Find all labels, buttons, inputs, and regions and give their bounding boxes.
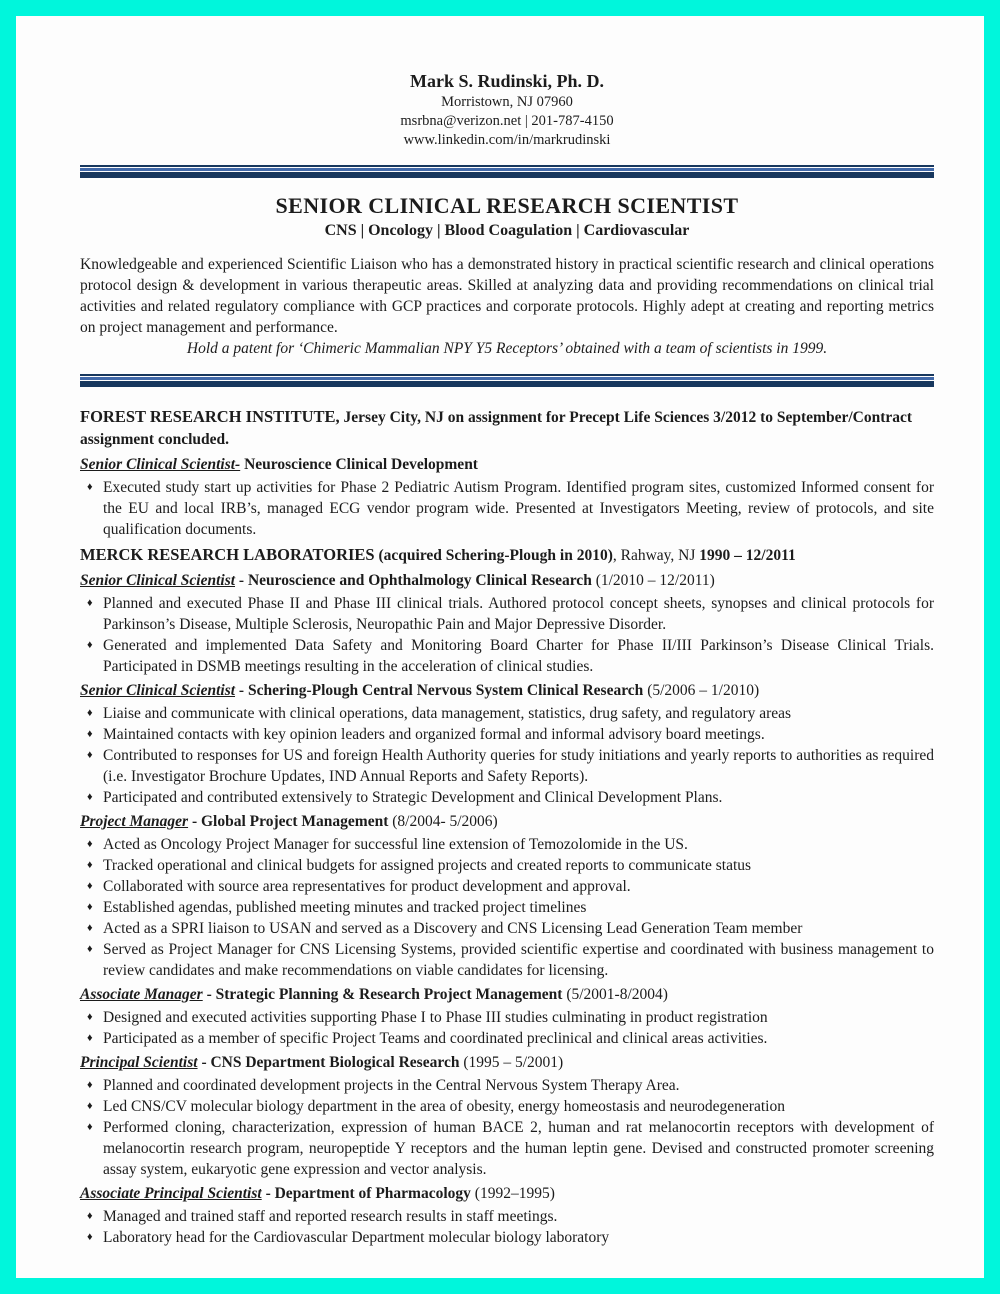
bullet-item-text: Liaise and communicate with clinical operations, data management, statistics, drug safety, and regulatory areas [103,705,792,722]
role-dates: (1/2010 – 12/2011) [595,572,715,589]
merck-role-3-bullet-list [80,834,934,981]
professional-summary: Knowledgeable and experienced Scientific Liaison who has a demonstrated history in practical scientific research and clinical operations protocol design & development in various therapeutic areas. Skilled at analyzing data and providing recommendations on clinical trial activities and related regulatory compliance with GCP practices and corporate protocols. Highly adept at creating and reporting metrics on project management and performance. [80,256,934,336]
bullet-item-text: Maintained contacts with key opinion leaders and organized formal and informal advisory board meetings. [103,726,765,743]
company-details: Jersey City, NJ on assignment for Precept Life Sciences 3/2012 to September/Contract assignment concluded. [80,409,913,448]
bullet-diamond-icon: ♦ [87,1231,93,1243]
bullet-diamond-icon: ♦ [87,707,93,719]
bullet-diamond-icon: ♦ [87,1210,93,1222]
bullet-item-text: Participated as a member of specific Project Teams and coordinated preclinical and clinical areas activities. [103,1030,768,1047]
contact-header [80,70,934,150]
bullet-diamond-icon: ♦ [87,1011,93,1023]
forest-bullet-list [80,477,934,540]
rule-stripe [80,172,934,178]
role-title: Senior Clinical Scientist [80,572,236,589]
role-dates: (8/2004- 5/2006) [392,813,498,830]
merck-role-heading-2 [80,680,934,702]
bullet-item [80,1206,934,1227]
bullet-item-text: Planned and coordinated development projects in the Central Nervous System Therapy Area. [103,1077,680,1094]
bullet-item-text: Performed cloning, characterization, expression of human BACE 2, human and rat melanocortin receptors with development of melanocortin research program, neuropeptide Y receptors and the human leptin gene. Devised and constructed promoter screening assay system, eukaryotic gene expression and vector analysis. [103,1119,934,1178]
resume-title: SENIOR CLINICAL RESEARCH SCIENTIST [275,193,739,218]
role-title: Principal Scientist [80,1054,198,1071]
bullet-item [80,855,934,876]
merck-role-heading-5 [80,1052,934,1074]
profile-section [80,193,934,359]
candidate-linkedin-url: www.linkedin.com/in/markrudinski [403,132,611,148]
role-title: Project Manager [80,813,189,830]
candidate-name: Mark S. Rudinski, Ph. D. [409,71,605,91]
experience-section [80,406,934,1248]
role-dates: (5/2001-8/2004) [566,986,668,1003]
role-department: Neuroscience Clinical Development [240,456,478,473]
company-name: FOREST RESEARCH INSTITUTE, [80,407,340,426]
bullet-item [80,593,934,635]
bullet-diamond-icon: ♦ [87,1121,93,1133]
bullet-diamond-icon: ♦ [87,838,93,850]
merck-role-5-bullet-list [80,1075,934,1180]
role-dates: (5/2006 – 1/2010) [647,682,760,699]
bullet-diamond-icon: ♦ [87,901,93,913]
role-title: Associate Manager [80,986,203,1003]
bullet-item [80,724,934,745]
bullet-item-text: Collaborated with source area representatives for product development and approval. [103,878,631,895]
bullet-item [80,745,934,787]
bullet-diamond-icon: ♦ [87,922,93,934]
role-department: - CNS Department Biological Research [197,1054,464,1071]
bullet-item-text: Designed and executed activities supporting Phase I to Phase III studies culminating in product registration [103,1009,768,1026]
role-dates: (1995 – 5/2001) [463,1054,564,1071]
divider-rule-top [80,165,934,178]
role-title: Senior Clinical Scientist [80,682,236,699]
bullet-item [80,1117,934,1180]
merck-role-heading-6 [80,1183,934,1205]
bullet-item-text: Participated and contributed extensively to Strategic Development and Clinical Development Plans. [103,789,723,806]
role-title: Senior Clinical Scientist- [80,456,241,473]
bullet-item [80,897,934,918]
bullet-diamond-icon: ♦ [87,597,93,609]
bullet-item [80,1007,934,1028]
merck-role-2-bullet-list [80,703,934,808]
merck-role-1-bullet-list [80,593,934,677]
bullet-item [80,876,934,897]
bullet-item-text: Established agendas, published meeting minutes and tracked project timelines [103,899,587,916]
bullet-item [80,477,934,540]
merck-role-heading-3 [80,811,934,833]
merck-role-4-bullet-list [80,1007,934,1049]
role-department: - Strategic Planning & Research Project Management [202,986,567,1003]
bullet-item-text: Served as Project Manager for CNS Licensing Systems, provided scientific expertise and coordinated with business management to review candidates and make recommendations on viable candidates for licensing. [103,941,934,979]
bullet-diamond-icon: ♦ [87,1079,93,1091]
forest-role-heading [80,454,934,476]
bullet-diamond-icon: ♦ [87,1100,93,1112]
bullet-item-text: Contributed to responses for US and foreign Health Authority queries for study initiations and yearly reports to authorities as required (i.e. Investigator Brochure Updates, IND Annual Reports and Safety Reports). [103,747,934,785]
role-department: - Global Project Management [188,813,393,830]
bullet-item [80,703,934,724]
bullet-diamond-icon: ♦ [87,639,93,651]
bullet-diamond-icon: ♦ [87,791,93,803]
bullet-item [80,918,934,939]
merck-company-heading [80,544,934,567]
merck-role-heading-4 [80,984,934,1006]
bullet-diamond-icon: ♦ [87,943,93,955]
bullet-diamond-icon: ♦ [87,1032,93,1044]
bullet-diamond-icon: ♦ [87,481,93,493]
company-dates: 1990 – 12/2011 [699,547,796,564]
company-location: , Rahway, NJ [612,547,700,564]
bullet-item-text: Planned and executed Phase II and Phase III clinical trials. Authored protocol concept sheets, synopses and clinical protocols for Parkinson’s Disease, Multiple Sclerosis, Neuropathic Pain and Major Depressive Disorder. [103,595,934,633]
candidate-email-phone: msrbna@verizon.net | 201-787-4150 [400,113,614,129]
bullet-diamond-icon: ♦ [87,728,93,740]
company-name: MERCK RESEARCH LABORATORIES [80,545,375,564]
forest-company-heading [80,406,934,451]
bullet-item [80,1028,934,1049]
bullet-diamond-icon: ♦ [87,859,93,871]
bullet-item-text: Acted as a SPRI liaison to USAN and served as a Discovery and CNS Licensing Lead Generation Team member [103,920,803,937]
bullet-item [80,635,934,677]
role-department: - Neuroscience and Ophthalmology Clinical Research [235,572,596,589]
bullet-item-text: Acted as Oncology Project Manager for successful line extension of Temozolomide in the US. [103,836,688,853]
specialty-line: CNS | Oncology | Blood Coagulation | Cardiovascular [324,222,690,239]
bullet-item [80,939,934,981]
bullet-item [80,787,934,808]
role-department: - Schering-Plough Central Nervous System Clinical Research [235,682,648,699]
bullet-item-text: Led CNS/CV molecular biology department in the area of obesity, energy homeostasis and neurodegeneration [103,1098,785,1115]
merck-role-heading-1 [80,570,934,592]
patent-note: Hold a patent for ‘Chimeric Mammalian NPY Y5 Receptors’ obtained with a team of scientists in 1999. [186,340,828,357]
bullet-item [80,1096,934,1117]
bullet-item-text: Generated and implemented Data Safety and Monitoring Board Charter for Phase II/III Parkinson’s Disease Clinical Trials. Participated in DSMB meetings resulting in the acceleration of clinical studies. [103,637,934,675]
bullet-diamond-icon: ♦ [87,880,93,892]
role-dates: (1992–1995) [474,1185,555,1202]
bullet-item-text: Managed and trained staff and reported research results in staff meetings. [103,1208,558,1225]
bullet-item-text: Executed study start up activities for Phase 2 Pediatric Autism Program. Identified program sites, customized Informed consent for the EU and local IRB’s, managed ECG vendor program wide. Presented at Investigators Meeting, review of protocols, and site qualification documents. [103,479,934,538]
merck-role-6-bullet-list [80,1206,934,1248]
bullet-diamond-icon: ♦ [87,749,93,761]
bullet-item-text: Tracked operational and clinical budgets for assigned projects and created reports to communicate status [103,857,752,874]
resume-document [16,16,984,1278]
divider-rule-bottom [80,374,934,387]
company-note: (acquired Schering-Plough in 2010) [374,547,613,564]
bullet-item-text: Laboratory head for the Cardiovascular Department molecular biology laboratory [103,1229,610,1246]
role-department: - Department of Pharmacology [261,1185,475,1202]
role-title: Associate Principal Scientist [80,1185,262,1202]
rule-stripe [80,381,934,387]
bullet-item [80,1075,934,1096]
bullet-item [80,834,934,855]
candidate-location: Morristown, NJ 07960 [441,94,573,110]
bullet-item [80,1227,934,1248]
